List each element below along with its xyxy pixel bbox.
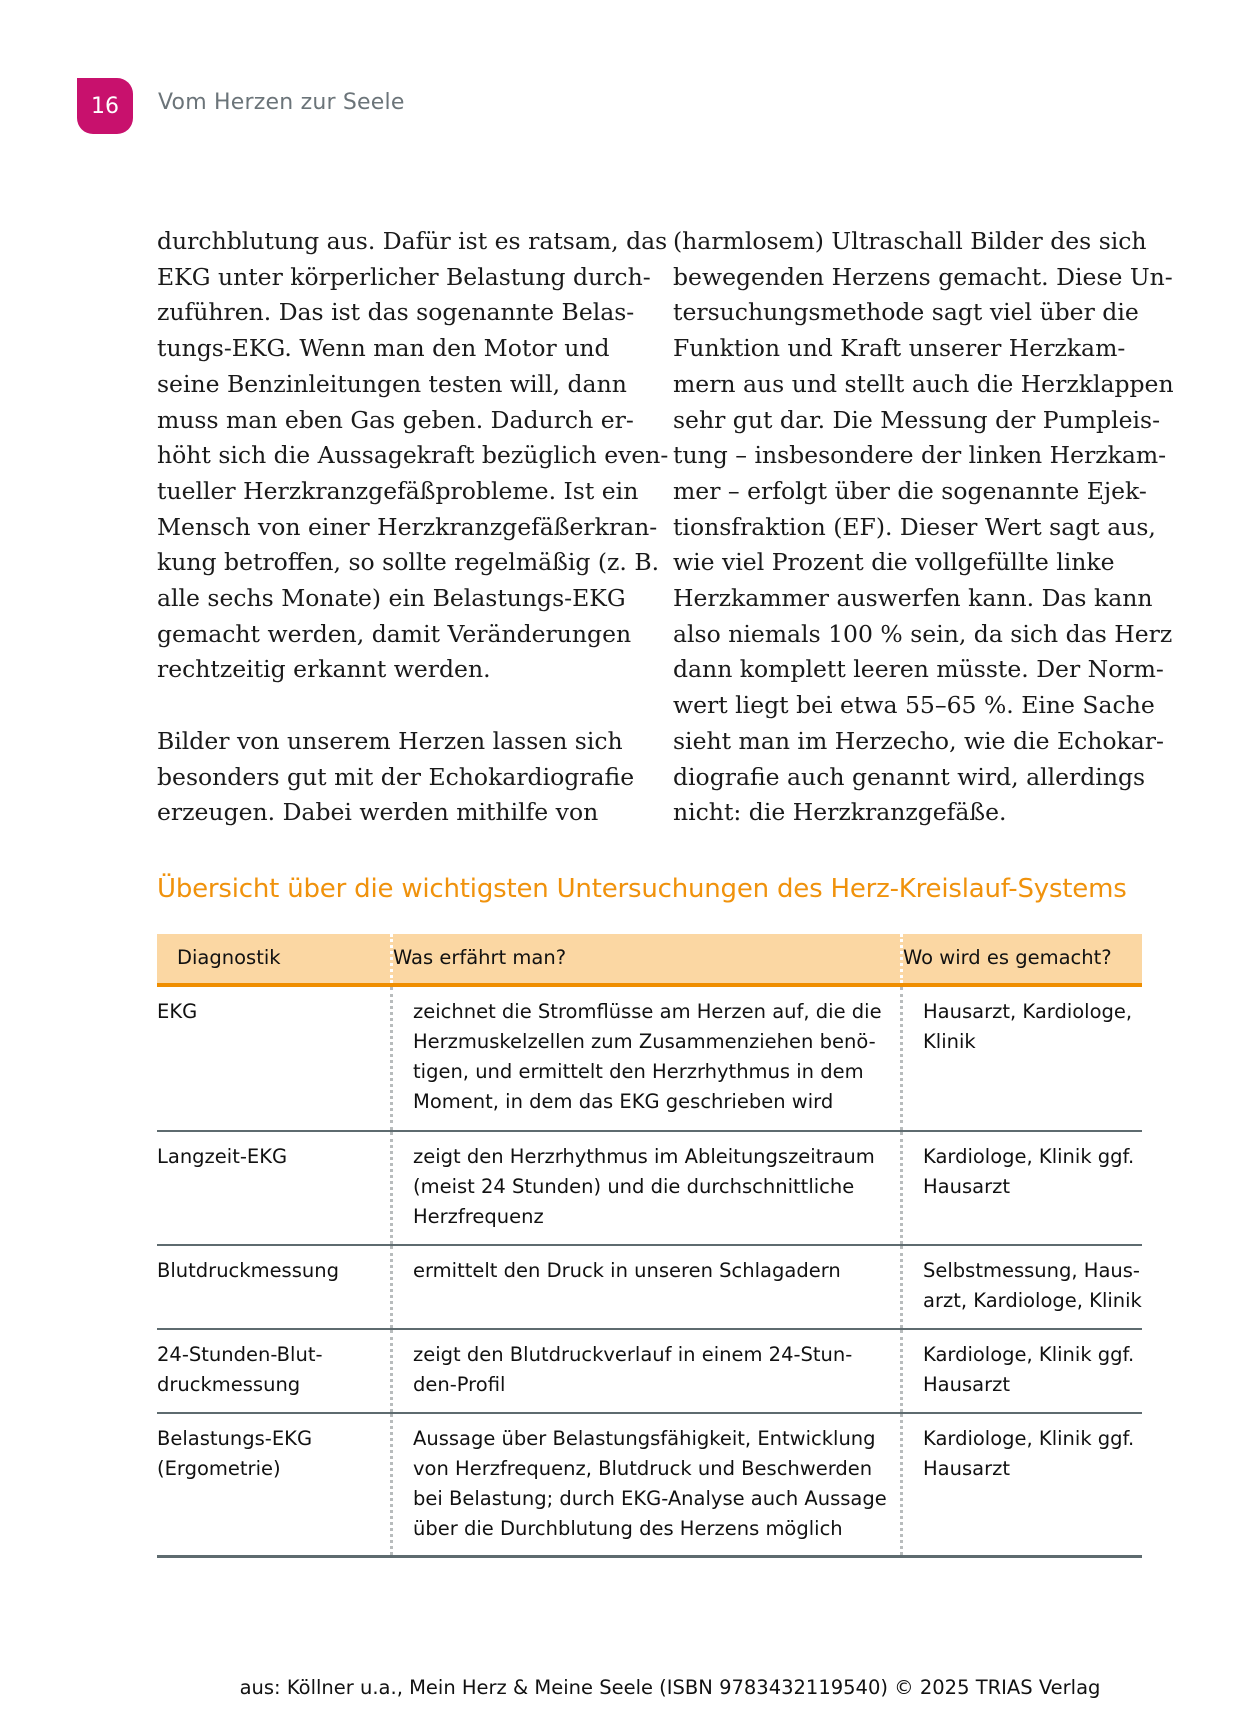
cell-line: Moment, in dem das EKG geschrieben wird — [413, 1090, 834, 1113]
cell-wo — [900, 1330, 1142, 1412]
text-line: mern aus und stellt auch die Herzklappen — [673, 369, 1174, 398]
left-text-column — [157, 224, 669, 831]
cell-line: Herzfrequenz — [413, 1205, 544, 1228]
table-title: Übersicht über die wichtigsten Untersuchungen des Herz-Kreislauf-Systems — [157, 874, 1127, 904]
cell-line: druckmessung — [157, 1373, 301, 1396]
right-text-column — [673, 224, 1174, 831]
text-line: wie viel Prozent die vollgefüllte linke — [673, 548, 1115, 577]
cell-line: ermittelt den Druck in unseren Schlagadern — [413, 1259, 841, 1282]
page-number: 16 — [91, 94, 119, 119]
text-line: tersuchungsmethode sagt viel über die — [673, 298, 1139, 327]
text-line: mer – erfolgt über die sogenannte Ejek- — [673, 476, 1147, 505]
cell-diagnostik — [157, 1132, 390, 1244]
text-line: tungs-EKG. Wenn man den Motor und — [157, 334, 610, 363]
text-line: sieht man im Herzecho, wie die Echokar- — [673, 726, 1164, 755]
cell-line: arzt, Kardiologe, Klinik — [923, 1289, 1142, 1312]
text-line: gemacht werden, damit Veränderungen — [157, 619, 632, 648]
text-line: seine Benzinleitungen testen will, dann — [157, 369, 627, 398]
paragraph — [157, 724, 637, 831]
text-line: tung – insbesondere der linken Herzkam- — [673, 441, 1167, 470]
cell-diagnostik — [157, 1414, 390, 1555]
cell-line: zeigt den Blutdruckverlauf in einem 24-Stun- — [413, 1343, 853, 1366]
text-line: bewegenden Herzens gemacht. Diese Un- — [673, 262, 1173, 291]
cell-was — [390, 1246, 900, 1328]
cell-line: Klinik — [923, 1030, 976, 1053]
text-line: diografie auch genannt wird, allerdings — [673, 762, 1146, 791]
examinations-table — [157, 934, 1142, 1558]
table-row — [157, 1132, 1142, 1246]
citation-footer: aus: Köllner u.a., Mein Herz & Meine Seele (ISBN 9783432119540) © 2025 TRIAS Verlag — [239, 1676, 1101, 1699]
cell-was — [390, 1132, 900, 1244]
table-row — [157, 1246, 1142, 1330]
cell-line: 24-Stunden-Blut- — [157, 1343, 323, 1366]
text-line: also niemals 100 % sein, da sich das Herz — [673, 619, 1173, 648]
text-line: nicht: die Herzkranzgefäße. — [673, 798, 1007, 827]
text-line: EKG unter körperlicher Belastung durch- — [157, 262, 651, 291]
cell-line: Selbstmessung, Haus- — [923, 1259, 1140, 1282]
cell-diagnostik — [157, 1246, 390, 1328]
page-number-badge — [77, 78, 133, 134]
cell-was — [390, 1330, 900, 1412]
text-line: durchblutung aus. Dafür ist es ratsam, das — [157, 227, 668, 255]
cell-line: Hausarzt — [923, 1175, 1010, 1198]
cell-line: (meist 24 Stunden) und die durchschnittliche — [413, 1175, 855, 1198]
text-line: tueller Herzkranzgefäßprobleme. Ist ein — [157, 476, 639, 505]
column-header-was: Was erfährt man? — [390, 934, 900, 983]
cell-line: (Ergometrie) — [157, 1457, 281, 1480]
text-line: wert liegt bei etwa 55–65 %. Eine Sache — [673, 691, 1155, 720]
cell-wo — [900, 987, 1142, 1130]
table-row — [157, 987, 1142, 1132]
table-header-row — [157, 934, 1142, 987]
cell-line: Herzmuskelzellen zum Zusammenziehen benö- — [413, 1030, 876, 1053]
cell-line: EKG — [157, 1000, 198, 1023]
text-line: alle sechs Monate) ein Belastungs-EKG — [157, 584, 626, 613]
cell-line: zeichnet die Stromflüsse am Herzen auf, die die — [413, 1000, 882, 1023]
cell-line: tigen, und ermittelt den Herzrhythmus in dem — [413, 1060, 864, 1083]
column-header-wo: Wo wird es gemacht? — [900, 934, 1142, 983]
table-row — [157, 1330, 1142, 1414]
cell-wo — [900, 1246, 1142, 1328]
text-line: erzeugen. Dabei werden mithilfe von — [157, 798, 599, 827]
text-line: Funktion und Kraft unserer Herzkam- — [673, 334, 1126, 363]
paragraph — [673, 224, 1174, 831]
cell-diagnostik — [157, 987, 390, 1130]
cell-line: von Herzfrequenz, Blutdruck und Beschwerden — [413, 1457, 873, 1480]
text-line: tionsfraktion (EF). Dieser Wert sagt aus, — [673, 512, 1156, 541]
text-line: rechtzeitig erkannt werden. — [157, 655, 491, 684]
text-line: muss man eben Gas geben. Dadurch er- — [157, 405, 634, 434]
cell-line: Kardiologe, Klinik ggf. — [923, 1343, 1135, 1366]
text-line: dann komplett leeren müsste. Der Norm- — [673, 655, 1164, 684]
cell-line: Aussage über Belastungsfähigkeit, Entwicklung — [413, 1427, 876, 1450]
text-line: (harmlosem) Ultraschall Bilder des sich — [673, 227, 1147, 255]
cell-line: Hausarzt — [923, 1373, 1010, 1396]
column-header-diagnostik: Diagnostik — [177, 946, 281, 969]
cell-line: Blutdruckmessung — [157, 1259, 339, 1282]
text-line: sehr gut dar. Die Messung der Pumpleis- — [673, 405, 1161, 434]
running-title: Vom Herzen zur Seele — [158, 90, 405, 115]
paragraph-gap — [157, 688, 637, 724]
table-row — [157, 1414, 1142, 1558]
cell-wo — [900, 1132, 1142, 1244]
cell-line: Hausarzt, Kardiologe, — [923, 1000, 1133, 1023]
cell-was — [390, 1414, 900, 1555]
cell-was — [390, 987, 900, 1130]
text-line: höht sich die Aussagekraft bezüglich even- — [157, 441, 669, 470]
text-line: zuführen. Das ist das sogenannte Belas- — [157, 298, 635, 327]
cell-line: Hausarzt — [923, 1457, 1010, 1480]
cell-line: Langzeit-EKG — [157, 1145, 288, 1168]
cell-line: Belastungs-EKG — [157, 1427, 313, 1450]
cell-line: den-Profil — [413, 1373, 506, 1396]
cell-wo — [900, 1414, 1142, 1555]
cell-line: zeigt den Herzrhythmus im Ableitungszeitraum — [413, 1145, 875, 1168]
cell-diagnostik — [157, 1330, 390, 1412]
paragraph — [157, 224, 669, 688]
cell-line: bei Belastung; durch EKG-Analyse auch Aussage — [413, 1487, 887, 1510]
text-line: kung betroffen, so sollte regelmäßig (z. B. — [157, 548, 660, 577]
text-line: Bilder von unserem Herzen lassen sich — [157, 726, 623, 755]
text-line: besonders gut mit der Echokardiografie — [157, 762, 635, 791]
text-line: Herzkammer auswerfen kann. Das kann — [673, 584, 1153, 613]
text-line: Mensch von einer Herzkranzgefäßerkran- — [157, 512, 658, 541]
cell-line: über die Durchblutung des Herzens möglich — [413, 1517, 843, 1540]
cell-line: Kardiologe, Klinik ggf. — [923, 1427, 1135, 1450]
cell-line: Kardiologe, Klinik ggf. — [923, 1145, 1135, 1168]
